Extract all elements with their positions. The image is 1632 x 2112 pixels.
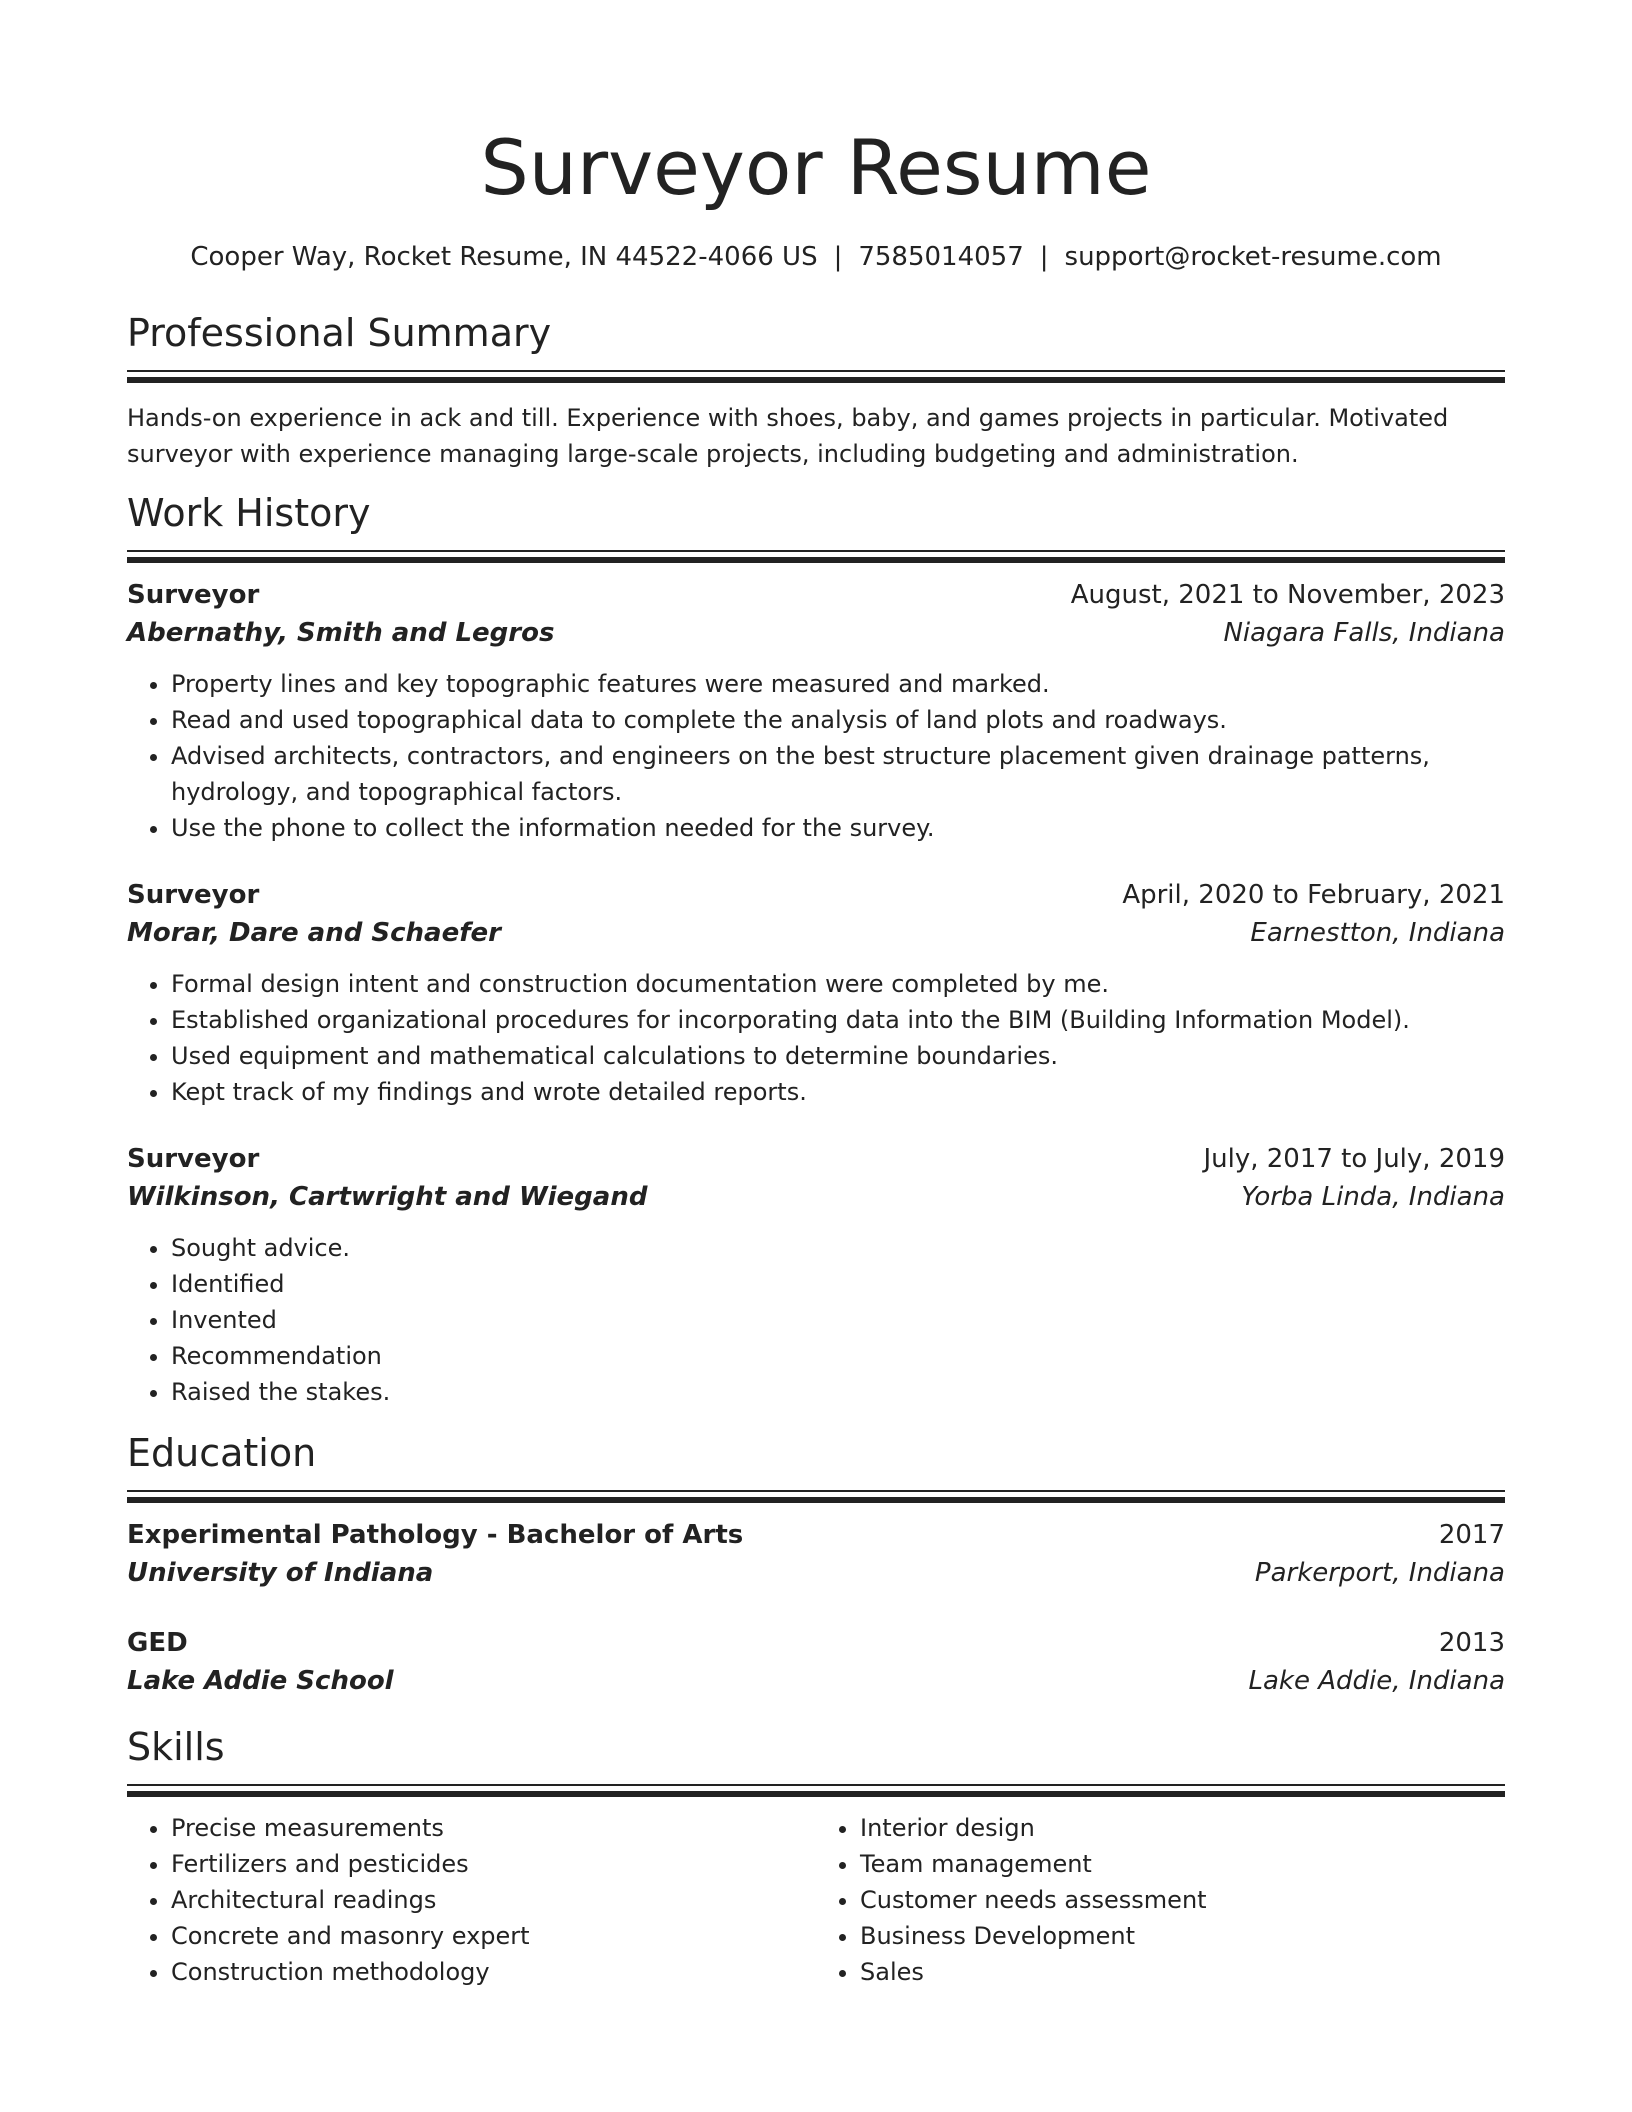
skill-item: • Construction methodology — [171, 1954, 816, 1990]
job-dates: April, 2020 to February, 2021 — [1122, 880, 1505, 910]
education-year: 2017 — [1438, 1520, 1505, 1550]
education-subheader — [127, 1554, 1505, 1592]
job-entry — [127, 1140, 1505, 1410]
section-divider — [127, 370, 1505, 380]
job-header — [127, 1140, 1505, 1178]
skills-list-left — [127, 1810, 816, 1990]
education-location: Parkerport, Indiana — [1254, 1558, 1505, 1588]
skill-item: • Customer needs assessment — [860, 1882, 1505, 1918]
work-section — [127, 488, 1505, 1410]
job-bullet: • Sought advice. — [171, 1230, 1505, 1266]
skills-columns — [127, 1810, 1505, 1990]
section-heading-work: Work History — [127, 491, 371, 535]
job-subheader — [127, 614, 1505, 652]
skill-item: • Fertilizers and pesticides — [171, 1846, 816, 1882]
skill-item: • Concrete and masonry expert — [171, 1918, 816, 1954]
job-title: Surveyor — [127, 1144, 260, 1174]
education-entry — [127, 1516, 1505, 1592]
job-location: Niagara Falls, Indiana — [1223, 618, 1505, 648]
job-bullet: • Advised architects, contractors, and engineers on the best structure placement given drainage patterns, hydrology, and topographical factors. — [171, 738, 1505, 810]
section-heading-education: Education — [127, 1431, 317, 1475]
education-subheader — [127, 1662, 1505, 1700]
education-entry — [127, 1624, 1505, 1700]
contact-address: Cooper Way, Rocket Resume, IN 44522-4066 US — [190, 242, 818, 272]
job-location: Earnestton, Indiana — [1250, 918, 1505, 948]
job-bullets — [127, 1230, 1505, 1410]
job-bullet: • Kept track of my findings and wrote detailed reports. — [171, 1074, 1505, 1110]
job-bullet: • Identified — [171, 1266, 1505, 1302]
skills-list-right — [816, 1810, 1505, 1990]
job-company: Morar, Dare and Schaefer — [127, 918, 501, 948]
job-bullet: • Established organizational procedures for incorporating data into the BIM (Building Information Model). — [171, 1002, 1505, 1038]
contact-separator: | — [833, 242, 843, 272]
skill-item: • Interior design — [860, 1810, 1505, 1846]
education-degree: GED — [127, 1628, 188, 1658]
skills-section — [127, 1722, 1505, 1990]
resume-title: Surveyor Resume — [480, 123, 1152, 212]
section-divider — [127, 1490, 1505, 1500]
education-year: 2013 — [1438, 1628, 1505, 1658]
section-divider — [127, 1784, 1505, 1794]
skill-item: • Business Development — [860, 1918, 1505, 1954]
section-divider — [127, 550, 1505, 560]
contact-line — [127, 240, 1505, 274]
summary-text: Hands-on experience in ack and till. Experience with shoes, baby, and games projects in particular. Motivated surveyor with experience managing large-scale projects, including budgeting and administration. — [127, 404, 1449, 468]
job-bullet: • Formal design intent and construction documentation were completed by me. — [171, 966, 1505, 1002]
education-header — [127, 1516, 1505, 1554]
job-subheader — [127, 1178, 1505, 1216]
skill-item: • Architectural readings — [171, 1882, 816, 1918]
job-bullet: • Use the phone to collect the information needed for the survey. — [171, 810, 1505, 846]
job-entry — [127, 576, 1505, 846]
job-entry — [127, 876, 1505, 1110]
job-bullet: • Read and used topographical data to complete the analysis of land plots and roadways. — [171, 702, 1505, 738]
contact-phone: 7585014057 — [858, 242, 1024, 272]
skill-item: • Precise measurements — [171, 1810, 816, 1846]
job-bullet: • Used equipment and mathematical calculations to determine boundaries. — [171, 1038, 1505, 1074]
summary-section — [127, 308, 1505, 472]
job-dates: July, 2017 to July, 2019 — [1203, 1144, 1505, 1174]
education-header — [127, 1624, 1505, 1662]
job-company: Wilkinson, Cartwright and Wiegand — [127, 1182, 648, 1212]
job-bullets — [127, 966, 1505, 1110]
education-school: University of Indiana — [127, 1558, 434, 1588]
skill-item: • Sales — [860, 1954, 1505, 1990]
education-section — [127, 1428, 1505, 1700]
job-header — [127, 576, 1505, 614]
job-bullet: • Recommendation — [171, 1338, 1505, 1374]
contact-separator: | — [1039, 242, 1049, 272]
section-heading-summary: Professional Summary — [127, 311, 552, 355]
education-degree: Experimental Pathology - Bachelor of Arts — [127, 1520, 744, 1550]
job-dates: August, 2021 to November, 2023 — [1070, 580, 1505, 610]
job-header — [127, 876, 1505, 914]
skill-item: • Team management — [860, 1846, 1505, 1882]
education-school: Lake Addie School — [127, 1666, 394, 1696]
section-heading-skills: Skills — [127, 1725, 225, 1769]
job-title: Surveyor — [127, 880, 260, 910]
job-company: Abernathy, Smith and Legros — [127, 618, 555, 648]
job-location: Yorba Linda, Indiana — [1241, 1182, 1505, 1212]
contact-email: support@rocket-resume.com — [1064, 242, 1442, 272]
job-title: Surveyor — [127, 580, 260, 610]
job-bullet: • Property lines and key topographic features were measured and marked. — [171, 666, 1505, 702]
job-bullet: • Invented — [171, 1302, 1505, 1338]
job-bullets — [127, 666, 1505, 846]
job-subheader — [127, 914, 1505, 952]
job-bullet: • Raised the stakes. — [171, 1374, 1505, 1410]
education-location: Lake Addie, Indiana — [1248, 1666, 1505, 1696]
